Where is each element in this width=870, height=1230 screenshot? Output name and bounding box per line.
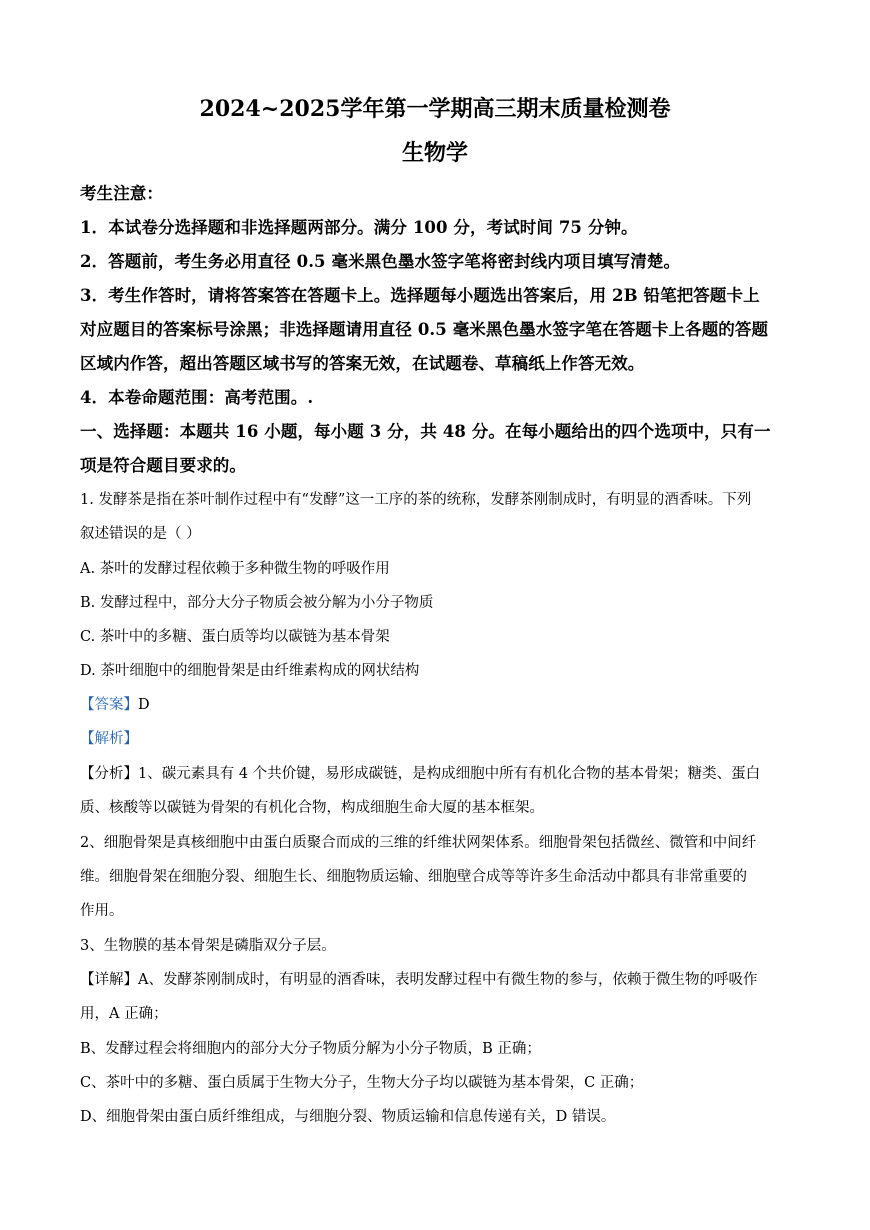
answer-value: D [138,697,150,713]
section-heading-line-1: 一、选择题：本题共 16 小题，每小题 3 分，共 48 分。在每小题给出的四个选项中，只有一 [80,422,771,441]
analysis-point-2-line-3: 作用。 [80,903,124,919]
analysis-point-1-text: 1、碳元素具有 4 个共价键，易形成碳链，是构成细胞中所有有机化合物的基本骨架；糖类、蛋白 [138,766,761,782]
notice-item-1: 1．本试卷分选择题和非选择题两部分。满分 100 分，考试时间 75 分钟。 [80,218,638,237]
detail-a-line-2: 用，A 正确； [80,1006,168,1022]
answer-line [80,693,150,714]
detail-c: C、茶叶中的多糖、蛋白质属于生物大分子，生物大分子均以碳链为基本骨架，C 正确； [80,1075,644,1091]
detail-d: D、细胞骨架由蛋白质纤维组成，与细胞分裂、物质运输和信息传递有关，D 错误。 [80,1109,616,1125]
question-stem-line-1: 1. 发酵茶是指在茶叶制作过程中有“发酵”这一工序的茶的统称，发酵茶刚制成时，有明显的酒香味。下列 [80,492,752,508]
page-title: 2024~2025学年第一学期高三期末质量检测卷 [199,96,671,122]
analysis-point-2-line-1: 2、细胞骨架是真核细胞中由蛋白质聚合而成的三维的纤维状网架体系。细胞骨架包括微丝、微管和中间纤 [80,835,757,851]
answer-tag: 【答案】 [80,697,138,713]
detail-b: B、发酵过程会将细胞内的部分大分子物质分解为小分子物质，B 正确； [80,1041,541,1057]
analysis-subtag: 【分析】 [80,766,138,782]
detail-tag: 【详解】 [80,972,138,988]
analysis-point-3: 3、生物膜的基本骨架是磷脂双分子层。 [80,938,336,954]
notice-item-3-line-1: 3．考生作答时，请将答案答在答题卡上。选择题每小题选出答案后，用 2B 铅笔把答题卡上 [80,286,760,305]
page-subtitle: 生物学 [401,140,468,166]
detail-a-text: A、发酵茶刚制成时，有明显的酒香味，表明发酵过程中有微生物的参与，依赖于微生物的呼吸作 [138,972,758,988]
analysis-tag: 【解析】 [80,731,138,747]
notice-item-2: 2．答题前，考生务必用直径 0.5 毫米黑色墨水签字笔将密封线内项目填写清楚。 [80,252,681,271]
analysis-point-1-line-1 [80,762,760,783]
question-stem-line-2: 叙述错误的是（ ） [80,526,201,542]
option-d: D. 茶叶细胞中的细胞骨架是由纤维素构成的网状结构 [80,663,420,679]
option-c: C. 茶叶中的多糖、蛋白质等均以碳链为基本骨架 [80,629,390,645]
analysis-point-1-line-2: 质、核酸等以碳链为骨架的有机化合物，构成细胞生命大厦的基本框架。 [80,800,544,816]
notice-item-3-line-2: 对应题目的答案标号涂黑；非选择题请用直径 0.5 毫米黑色墨水签字笔在答题卡上各题的答题 [80,320,769,339]
option-a: A. 茶叶的发酵过程依赖于多种微生物的呼吸作用 [80,561,390,577]
notice-item-3-line-3: 区域内作答，超出答题区域书写的答案无效，在试题卷、草稿纸上作答无效。 [80,354,645,373]
analysis-point-2-line-2: 维。细胞骨架在细胞分裂、细胞生长、细胞物质运输、细胞壁合成等等许多生命活动中都具有非常重要的 [80,869,747,885]
detail-a-line-1 [80,968,757,989]
notice-heading: 考生注意： [80,184,163,203]
section-heading-line-2: 项是符合题目要求的。 [80,456,246,475]
notice-item-4: 4．本卷命题范围：高考范围。. [80,388,314,407]
option-b: B. 发酵过程中，部分大分子物质会被分解为小分子物质 [80,595,434,611]
